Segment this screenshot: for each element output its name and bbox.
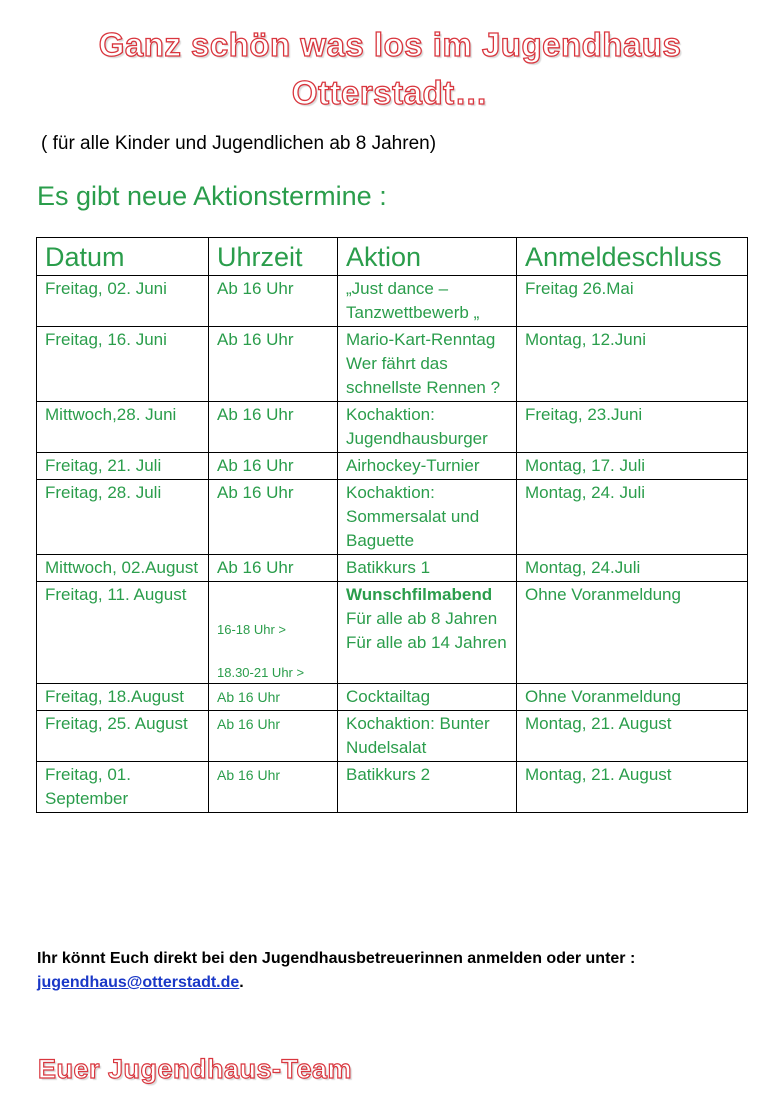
cell-datum: Mittwoch,28. Juni xyxy=(37,402,209,453)
email-link[interactable]: jugendhaus@otterstadt.de xyxy=(37,974,240,991)
uhrzeit-text: Ab 16 Uhr xyxy=(217,689,281,705)
cell-uhrzeit: Ab 16 Uhr xyxy=(209,453,338,480)
cell-aktion xyxy=(338,582,517,684)
headline-line-1: Ganz schön was los im Jugendhaus xyxy=(98,26,682,63)
cell-aktion: Airhockey-Turnier xyxy=(338,453,517,480)
cell-anmeldeschluss: Montag, 21. August xyxy=(517,711,748,762)
table-row xyxy=(37,582,748,684)
cell-aktion: Kochaktion: Sommersalat und Baguette xyxy=(338,480,517,555)
cell-uhrzeit: Ab 16 Uhr xyxy=(209,402,338,453)
cell-uhrzeit: Ab 16 Uhr xyxy=(209,276,338,327)
cell-uhrzeit xyxy=(209,582,338,684)
cell-uhrzeit xyxy=(209,711,338,762)
cell-anmeldeschluss: Ohne Voranmeldung xyxy=(517,582,748,684)
cell-aktion: Batikkurs 1 xyxy=(338,555,517,582)
cell-aktion xyxy=(338,327,517,402)
events-table xyxy=(36,237,748,813)
table-row xyxy=(37,276,748,327)
table-header-row xyxy=(37,238,748,276)
cell-uhrzeit: Ab 16 Uhr xyxy=(209,327,338,402)
cell-anmeldeschluss: Montag, 24.Juli xyxy=(517,555,748,582)
registration-note xyxy=(37,947,757,995)
cell-aktion: „Just dance – Tanzwettbewerb „ xyxy=(338,276,517,327)
cell-anmeldeschluss: Montag, 21. August xyxy=(517,762,748,813)
time-slot-1: 16-18 Uhr > xyxy=(217,622,287,637)
registration-text: Ihr könnt Euch direkt bei den Jugendhausbetreuerinnen anmelden oder unter : xyxy=(37,950,636,967)
aktion-title: Wunschfilmabend xyxy=(346,585,493,604)
table-row xyxy=(37,711,748,762)
section-title: Es gibt neue Aktionstermine : xyxy=(37,181,387,211)
time-slot-2: 18.30-21 Uhr > xyxy=(217,665,305,680)
cell-datum: Mittwoch, 02.August xyxy=(37,555,209,582)
subtitle: ( für alle Kinder und Jugendlichen ab 8 Jahren) xyxy=(41,133,437,154)
cell-datum: Freitag, 18.August xyxy=(37,684,209,711)
cell-datum: Freitag, 16. Juni xyxy=(37,327,209,402)
cell-anmeldeschluss: Freitag, 23.Juni xyxy=(517,402,748,453)
aktion-line: Für alle ab 14 Jahren xyxy=(346,633,507,652)
headline-line-2: Otterstadt… xyxy=(291,74,489,111)
email-suffix: . xyxy=(239,974,244,991)
cell-uhrzeit xyxy=(209,684,338,711)
cell-anmeldeschluss: Montag, 12.Juni xyxy=(517,327,748,402)
cell-aktion: Batikkurs 2 xyxy=(338,762,517,813)
uhrzeit-text: Ab 16 Uhr xyxy=(217,716,281,732)
cell-datum: Freitag, 02. Juni xyxy=(37,276,209,327)
cell-aktion: Cocktailtag xyxy=(338,684,517,711)
aktion-line: Mario-Kart-Renntag xyxy=(346,330,496,349)
aktion-line: Für alle ab 8 Jahren xyxy=(346,609,498,628)
aktion-line: Wer fährt das schnellste Rennen ? xyxy=(346,354,501,397)
cell-datum: Freitag, 28. Juli xyxy=(37,480,209,555)
uhrzeit-text: Ab 16 Uhr xyxy=(217,767,281,783)
table-row xyxy=(37,684,748,711)
cell-datum: Freitag, 11. August xyxy=(37,582,209,684)
signature: Euer Jugendhaus-Team xyxy=(38,1054,353,1084)
table-row xyxy=(37,327,748,402)
table-row xyxy=(37,453,748,480)
table-row xyxy=(37,480,748,555)
header-uhrzeit: Uhrzeit xyxy=(209,238,338,276)
table-row xyxy=(37,555,748,582)
cell-anmeldeschluss: Freitag 26.Mai xyxy=(517,276,748,327)
cell-datum: Freitag, 01. September xyxy=(37,762,209,813)
cell-uhrzeit xyxy=(209,762,338,813)
cell-aktion: Kochaktion: Bunter Nudelsalat xyxy=(338,711,517,762)
cell-uhrzeit: Ab 16 Uhr xyxy=(209,555,338,582)
table-row xyxy=(37,402,748,453)
header-anmeldeschluss: Anmeldeschluss xyxy=(517,238,748,276)
header-aktion: Aktion xyxy=(338,238,517,276)
cell-anmeldeschluss: Montag, 24. Juli xyxy=(517,480,748,555)
cell-uhrzeit: Ab 16 Uhr xyxy=(209,480,338,555)
cell-datum: Freitag, 25. August xyxy=(37,711,209,762)
cell-aktion: Kochaktion: Jugendhausburger xyxy=(338,402,517,453)
cell-anmeldeschluss: Montag, 17. Juli xyxy=(517,453,748,480)
cell-anmeldeschluss: Ohne Voranmeldung xyxy=(517,684,748,711)
header-datum: Datum xyxy=(37,238,209,276)
table-row xyxy=(37,762,748,813)
cell-datum: Freitag, 21. Juli xyxy=(37,453,209,480)
